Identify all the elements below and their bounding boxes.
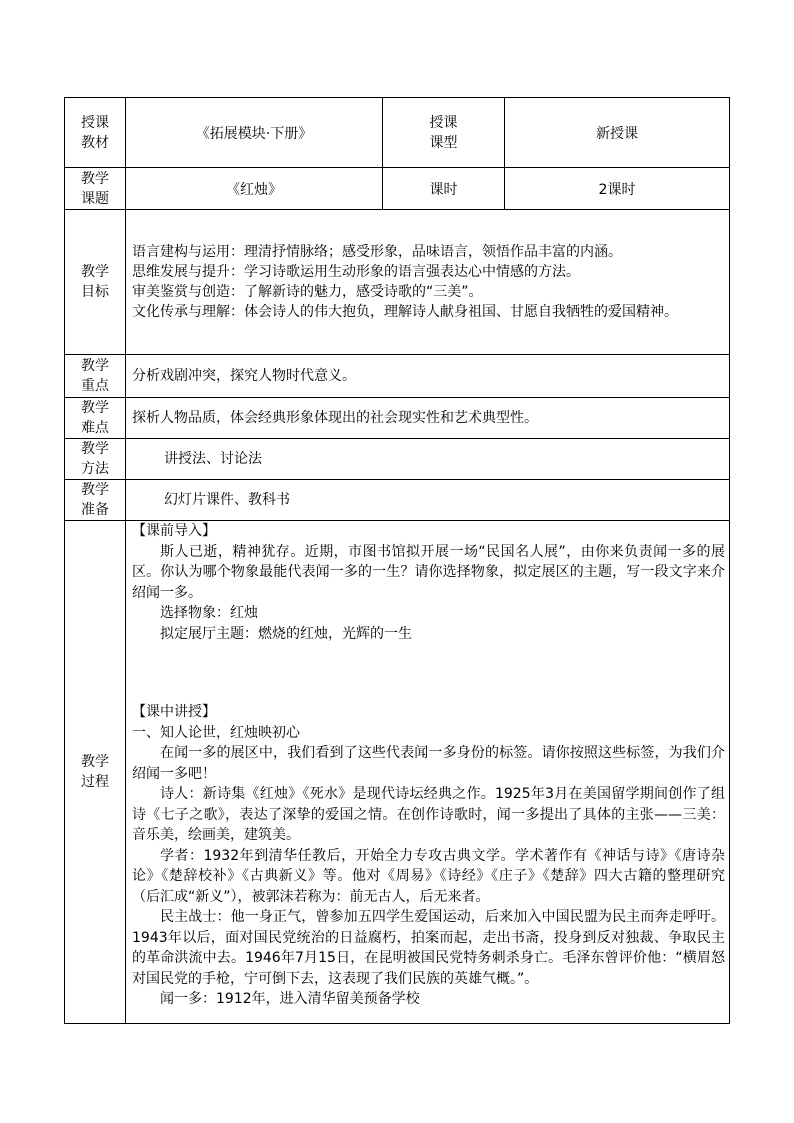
goal-line: 语言建构与运用：理清抒情脉络；感受形象，品味语言，领悟作品丰富的内涵。 [132,244,622,260]
row-material [65,98,730,168]
value-key-points: 分析戏剧冲突，探究人物时代意义。 [126,355,730,398]
intro-paragraph: 斯人已逝，精神犹存。近期，市图书馆拟开展一场“民国名人展”，由你来负责闻一多的展区。你认为哪个物象最能代表闻一多的一生？请你选择物象，拟定展区的主题，写一段文字来介绍闻一多。 [132,543,725,601]
label-material: 授课 教材 [65,98,126,168]
chosen-object: 选择物象：红烛 [160,605,258,621]
value-preparation: 幻灯片课件、教科书 [126,480,730,521]
row-goals [65,210,730,355]
body-paragraph: 闻一多：1912年，进入清华留美预备学校 [160,991,420,1007]
goal-line: 思维发展与提升：学习诗歌运用生动形象的语言强表达心中情感的方法。 [132,264,580,280]
section-heading: 一、知人论世，红烛映初心 [132,724,300,741]
goal-line: 审美鉴赏与创造：了解新诗的魅力，感受诗歌的“三美”。 [132,284,483,300]
lesson-plan-table [64,97,730,1024]
body-paragraph: 学者：1932年到清华任教后，开始全力专攻古典文学。学术著作有《神话与诗》《唐诗杂论》《楚辞校补》《古典新义》等。他对《周易》《诗经》《庄子》《楚辞》四大古籍的整理研究（后汇成“新义”），被郭沫若称为：前无古人，后无来者。 [132,847,725,905]
body-paragraph: 在闻一多的展区中，我们看到了这些代表闻一多身份的标签。请你按照这些标签，为我们介绍闻一多吧！ [132,745,725,782]
label-goals: 教学 目标 [65,210,126,355]
goal-line: 文化传承与理解：体会诗人的伟大抱负，理解诗人献身祖国、甘愿自我牺牲的爱国精神。 [132,304,678,320]
row-difficulties [65,398,730,439]
value-hours: 2课时 [505,168,730,210]
label-methods: 教学 方法 [65,439,126,480]
intro-heading: 【课前导入】 [132,523,216,539]
value-difficulties: 探析人物品质，体会经典形象体现出的社会现实性和艺术典型性。 [126,398,730,439]
label-process: 教学 过程 [65,521,126,1024]
main-heading: 【课中讲授】 [132,704,216,720]
label-key-points: 教学 重点 [65,355,126,398]
process-content [126,521,730,1024]
row-key-points [65,355,730,398]
value-methods: 讲授法、讨论法 [126,439,730,480]
value-topic: 《红烛》 [126,168,383,210]
row-preparation [65,480,730,521]
row-process [65,521,730,1024]
value-material: 《拓展模块·下册》 [126,98,383,168]
row-topic [65,168,730,210]
label-difficulties: 教学 难点 [65,398,126,439]
label-preparation: 教学 准备 [65,480,126,521]
value-type: 新授课 [505,98,730,168]
label-topic: 教学 课题 [65,168,126,210]
label-type: 授课 课型 [383,98,505,168]
label-hours: 课时 [383,168,505,210]
body-paragraph: 诗人：新诗集《红烛》《死水》是现代诗坛经典之作。1925年3月在美国留学期间创作了组诗《七子之歌》，表达了深挚的爱国之情。在创作诗歌时，闻一多提出了具体的主张——三美：音乐美，绘画美，建筑美。 [132,786,725,843]
row-methods [65,439,730,480]
body-paragraph: 民主战士：他一身正气，曾参加五四学生爱国运动，后来加入中国民盟为民主而奔走呼吁。1943年以后，面对国民党统治的日益腐朽，拍案而起，走出书斋，投身到反对独裁、争取民主的革命洪流中去。1946年7月15日，在昆明被国民党特务刺杀身亡。毛泽东曾评价他：“横眉怒对国民党的手枪，宁可倒下去，这表现了我们民族的英雄气概。”。 [132,909,725,987]
spacer [132,644,725,702]
goals-text [126,210,730,355]
exhibit-theme: 拟定展厅主题：燃烧的红烛，光辉的一生 [160,625,412,642]
